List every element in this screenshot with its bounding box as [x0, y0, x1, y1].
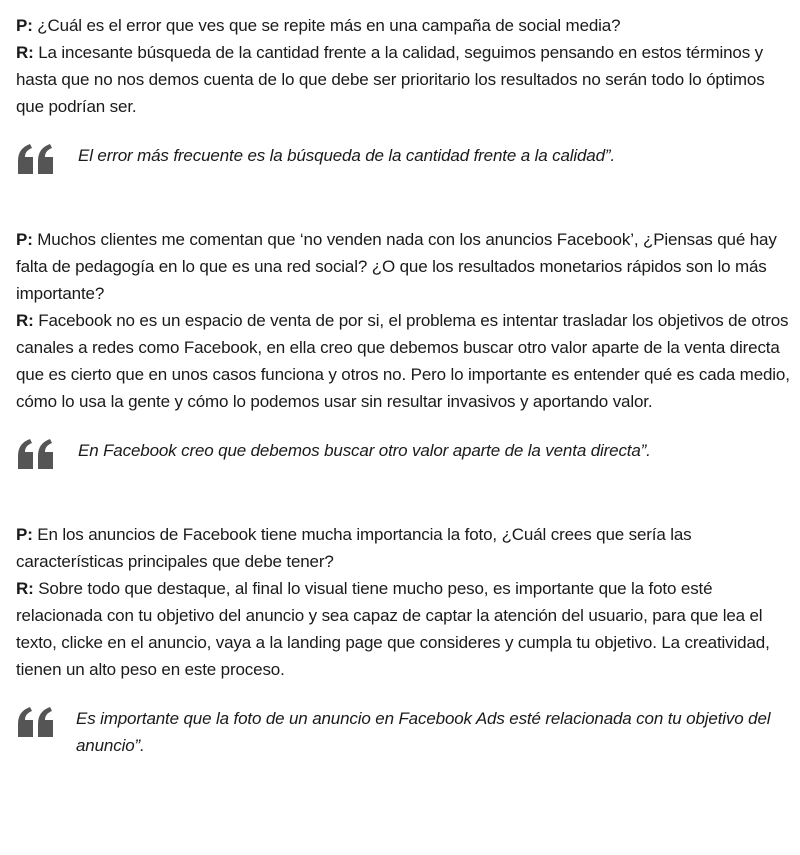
qa-block-2 [16, 226, 790, 415]
quote-marks-icon [16, 439, 56, 469]
question-label: P: [16, 230, 33, 249]
question-label: P: [16, 525, 33, 544]
pull-quote-text: Es importante que la foto de un anuncio en Facebook Ads esté relacionada con tu objetivo del anuncio”. [76, 709, 771, 755]
article-body [16, 12, 790, 759]
question-2 [16, 226, 790, 307]
answer-label: R: [16, 311, 34, 330]
answer-label: R: [16, 579, 34, 598]
question-text: ¿Cuál es el error que ves que se repite más en una campaña de social media? [32, 16, 621, 35]
qa-block-3 [16, 521, 790, 683]
answer-1 [16, 39, 790, 120]
answer-2 [16, 307, 790, 415]
answer-text: La incesante búsqueda de la cantidad frente a la calidad, seguimos pensando en estos términos y hasta que no nos demos cuenta de lo que debe ser prioritario los resultados no serán todo lo óptimos que podrían ser. [16, 43, 765, 116]
question-label: P: [16, 16, 33, 35]
pull-quote-3 [16, 705, 790, 759]
question-text: Muchos clientes me comentan que ‘no venden nada con los anuncios Facebook’, ¿Piensas qué hay falta de pedagogía en lo que es una red social? ¿O que los resultados monetarios rápidos son lo más importante? [16, 230, 777, 303]
pull-quote-text: El error más frecuente es la búsqueda de la cantidad frente a la calidad”. [78, 146, 616, 165]
qa-block-1 [16, 12, 790, 120]
answer-label: R: [16, 43, 34, 62]
answer-3 [16, 575, 790, 683]
answer-text: Facebook no es un espacio de venta de por si, el problema es intentar trasladar los objetivos de otros canales a redes como Facebook, en ella creo que debemos buscar otro valor aparte de la venta directa que es cierto que en unos casos funciona y otros no. Pero lo importante es entender qué es cada medio, cómo lo usa la gente y cómo lo podemos usar sin resultar invasivos y aportando valor. [16, 311, 790, 411]
quote-marks-icon [16, 144, 56, 174]
answer-text: Sobre todo que destaque, al final lo visual tiene mucho peso, es importante que la foto esté relacionada con tu objetivo del anuncio y sea capaz de captar la atención del usuario, para que lea el texto, clicke en el anuncio, vaya a la landing page que consideres y cumpla tu objetivo. La creatividad, tienen un alto peso en este proceso. [16, 579, 770, 679]
question-1 [16, 12, 790, 39]
pull-quote-text: En Facebook creo que debemos buscar otro valor aparte de la venta directa”. [78, 441, 651, 460]
question-text: En los anuncios de Facebook tiene mucha importancia la foto, ¿Cuál crees que sería las características principales que debe tener? [16, 525, 692, 571]
question-3 [16, 521, 790, 575]
quote-marks-icon [16, 707, 56, 737]
pull-quote-2 [16, 437, 790, 464]
pull-quote-1 [16, 142, 790, 169]
